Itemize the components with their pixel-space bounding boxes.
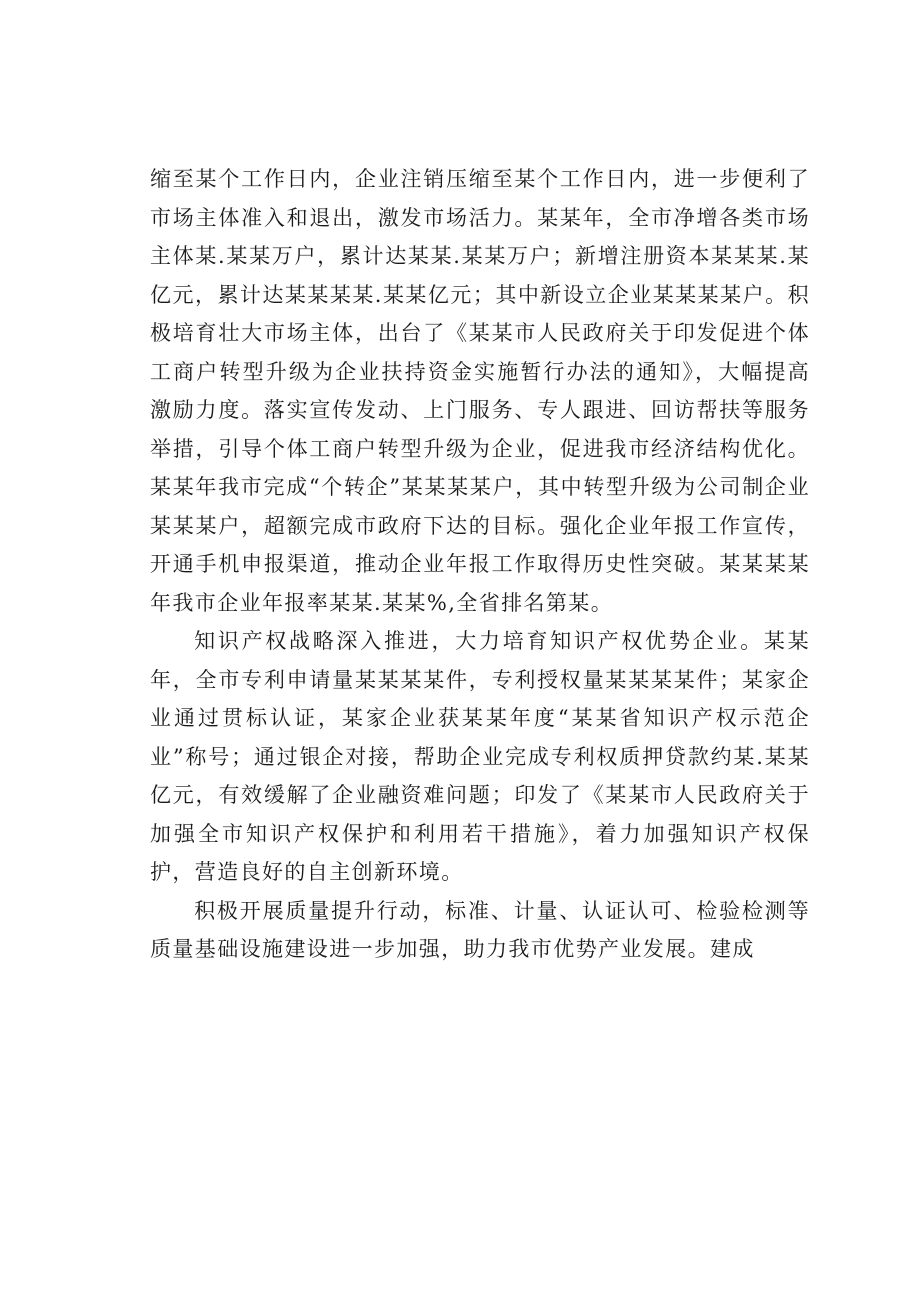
- paragraph-quality-improvement: 积极开展质量提升行动，标准、计量、认证认可、检验检测等质量基础设施建设进一步加强，助力我市优势产业发展。建成: [150, 898, 810, 961]
- paragraph-intellectual-property: 知识产权战略深入推进，大力培育知识产权优势企业。某某年，全市专利申请量某某某某件，专利授权量某某某某件；某家企业通过贯标认证，某家企业获某某年度“某某省知识产权示范企业”称号；通过银企对接，帮助企业完成专利权质押贷款约某.某某亿元，有效缓解了企业融资难问题；印发了《某某市人民政府关于加强全市知识产权保护和利用若干措施》，着力加强知识产权保护，营造良好的自主创新环境。: [150, 629, 810, 884]
- body-text: [150, 160, 810, 969]
- paragraph-continuation: 缩至某个工作日内，企业注销压缩至某个工作日内，进一步便利了市场主体准入和退出，激发市场活力。某某年，全市净增各类市场主体某.某某万户，累计达某某.某某万户；新增注册资本某某某.某亿元，累计达某某某某.某某亿元；其中新设立企业某某某某户。积极培育壮大市场主体，出台了《某某市人民政府关于印发促进个体工商户转型升级为企业扶持资金实施暂行办法的通知》，大幅提高激励力度。落实宣传发动、上门服务、专人跟进、回访帮扶等服务举措，引导个体工商户转型升级为企业，促进我市经济结构优化。某某年我市完成“个转企”某某某某户，其中转型升级为公司制企业某某某户，超额完成市政府下达的目标。强化企业年报工作宣传，开通手机申报渠道，推动企业年报工作取得历史性突破。某某某某年我市企业年报率某某.某某%,全省排名第某。: [150, 167, 810, 615]
